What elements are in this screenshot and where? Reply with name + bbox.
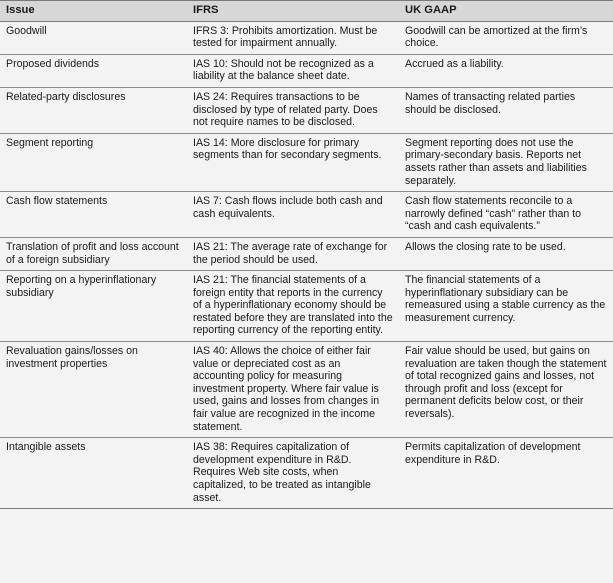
issue-cell: Reporting on a hyperinflationary subsidiary bbox=[0, 271, 187, 342]
table-row bbox=[0, 21, 613, 54]
issue-cell: Translation of profit and loss account of a foreign subsidiary bbox=[0, 237, 187, 270]
table-row bbox=[0, 271, 613, 342]
header-issue: Issue bbox=[0, 1, 187, 22]
ifrs-cell: IAS 38: Requires capitalization of development expenditure in R&D. Requires Web site costs, when capitalized, to be treated as intangible asset. bbox=[187, 438, 399, 509]
uk-gaap-cell: Allows the closing rate to be used. bbox=[399, 237, 613, 270]
table-row bbox=[0, 192, 613, 238]
uk-gaap-cell: The financial statements of a hyperinflationary subsidiary can be remeasured using a stable currency as the measurement currency. bbox=[399, 271, 613, 342]
header-ifrs: IFRS bbox=[187, 1, 399, 22]
uk-gaap-cell: Segment reporting does not use the primary-secondary basis. Reports net assets rather than assets and liabilities separately. bbox=[399, 133, 613, 191]
table-row bbox=[0, 237, 613, 270]
table-row bbox=[0, 54, 613, 87]
issue-cell: Segment reporting bbox=[0, 133, 187, 191]
table-row bbox=[0, 87, 613, 133]
ifrs-cell: IAS 40: Allows the choice of either fair value or depreciated cost as an accounting policy for measuring investment property. Where fair value is used, gains and losses from changes in fair value are recognized in the income statement. bbox=[187, 342, 399, 438]
ifrs-cell: IAS 21: The financial statements of a foreign entity that reports in the currency of a hyperinflationary economy should be restated before they are translated into the reporting currency of the reporting entity. bbox=[187, 271, 399, 342]
header-uk-gaap: UK GAAP bbox=[399, 1, 613, 22]
uk-gaap-cell: Goodwill can be amortized at the firm’s choice. bbox=[399, 21, 613, 54]
uk-gaap-cell: Permits capitalization of development expenditure in R&D. bbox=[399, 438, 613, 509]
ifrs-cell: IAS 21: The average rate of exchange for the period should be used. bbox=[187, 237, 399, 270]
issue-cell: Cash flow statements bbox=[0, 192, 187, 238]
uk-gaap-cell: Names of transacting related parties should be disclosed. bbox=[399, 87, 613, 133]
issue-cell: Goodwill bbox=[0, 21, 187, 54]
ifrs-cell: IAS 24: Requires transactions to be disclosed by type of related party. Does not require names to be disclosed. bbox=[187, 87, 399, 133]
issue-cell: Revaluation gains/losses on investment properties bbox=[0, 342, 187, 438]
ifrs-cell: IAS 14: More disclosure for primary segments than for secondary segments. bbox=[187, 133, 399, 191]
issue-cell: Intangible assets bbox=[0, 438, 187, 509]
uk-gaap-cell: Cash flow statements reconcile to a narrowly defined “cash” rather than to “cash and cash equivalents.” bbox=[399, 192, 613, 238]
ifrs-cell: IAS 7: Cash flows include both cash and cash equivalents. bbox=[187, 192, 399, 238]
table-row bbox=[0, 342, 613, 438]
issue-cell: Related-party disclosures bbox=[0, 87, 187, 133]
ifrs-cell: IAS 10: Should not be recognized as a liability at the balance sheet date. bbox=[187, 54, 399, 87]
uk-gaap-cell: Accrued as a liability. bbox=[399, 54, 613, 87]
table-row bbox=[0, 133, 613, 191]
table-row bbox=[0, 438, 613, 509]
issue-cell: Proposed dividends bbox=[0, 54, 187, 87]
table-header-row bbox=[0, 1, 613, 22]
uk-gaap-cell: Fair value should be used, but gains on revaluation are taken though the statement of total recognized gains and losses, not through profit and loss (except for permanent deficits below cost, or their reversals). bbox=[399, 342, 613, 438]
ifrs-cell: IFRS 3: Prohibits amortization. Must be tested for impairment annually. bbox=[187, 21, 399, 54]
